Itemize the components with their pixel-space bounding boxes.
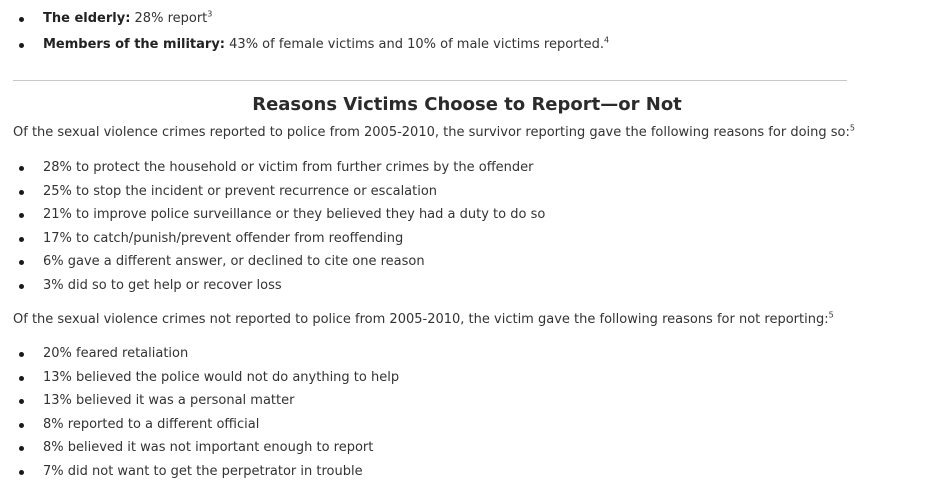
list-item-text: 8% reported to a different official — [43, 416, 260, 432]
bullet-icon — [19, 423, 24, 428]
list-item-text: 28% to protect the household or victim from further crimes by the offender — [43, 160, 534, 175]
bullet-icon — [19, 284, 24, 289]
list-item-label: The elderly: — [43, 11, 131, 26]
list-item-text: 25% to stop the incident or prevent recurrence or escalation — [43, 183, 438, 199]
bullet-icon — [19, 166, 24, 171]
reported-reasons-list — [0, 159, 545, 300]
bullet-icon — [19, 399, 24, 404]
list-item-text: 17% to catch/punish/prevent offender from reoffending — [43, 230, 404, 246]
bullet-icon — [19, 190, 24, 195]
list-item-text: 13% believed the police would not do anything to help — [43, 369, 400, 385]
bullet-icon — [19, 446, 24, 451]
bullet-icon — [19, 260, 24, 265]
list-item — [0, 10, 609, 28]
not-reported-reasons-list — [0, 345, 399, 486]
list-item — [0, 345, 399, 363]
reporting-rates-list — [0, 10, 609, 62]
bullet-icon — [19, 213, 24, 218]
list-item — [0, 36, 609, 54]
bullet-icon — [19, 376, 24, 381]
list-item-text: 28% report — [130, 11, 208, 26]
bullet-icon — [19, 43, 24, 48]
bullet-icon — [19, 237, 24, 242]
footnote-ref[interactable]: 5 — [849, 123, 855, 133]
list-item-text: 8% believed it was not important enough to report — [43, 440, 374, 455]
bullet-icon — [19, 17, 24, 22]
bullet-icon — [19, 470, 24, 475]
list-item — [0, 392, 399, 410]
footnote-ref[interactable]: 4 — [603, 35, 610, 45]
list-item — [0, 277, 545, 295]
footnote-ref[interactable]: 3 — [207, 9, 213, 19]
list-item-text: 43% of female victims and 10% of male victims reported. — [225, 37, 604, 52]
section-divider — [13, 80, 847, 81]
reported-intro-paragraph — [13, 124, 855, 142]
list-item — [0, 416, 399, 434]
list-item — [0, 439, 399, 457]
list-item-text: 7% did not want to get the perpetrator in trouble — [43, 463, 363, 479]
list-item-text: 21% to improve police surveillance or they believed they had a duty to do so — [43, 207, 546, 222]
list-item-label: Members of the military: — [43, 37, 226, 52]
not-reported-intro-text: Of the sexual violence crimes not reported to police from 2005-2010, the victim gave the following reasons for not reporting: — [13, 312, 829, 327]
list-item-text: 13% believed it was a personal matter — [43, 393, 295, 408]
list-item-text: 20% feared retaliation — [43, 346, 189, 361]
list-item — [0, 159, 545, 177]
list-item-text: 3% did so to get help or recover loss — [43, 277, 282, 293]
list-item — [0, 253, 545, 271]
list-item — [0, 369, 399, 387]
list-item — [0, 183, 545, 201]
bullet-icon — [19, 352, 24, 357]
section-heading: Reasons Victims Choose to Report—or Not — [252, 94, 682, 115]
not-reported-intro-paragraph — [13, 311, 834, 329]
list-item-text: 6% gave a different answer, or declined to cite one reason — [43, 254, 425, 269]
footnote-ref[interactable]: 5 — [828, 310, 834, 320]
list-item — [0, 230, 545, 248]
reported-intro-text: Of the sexual violence crimes reported to police from 2005-2010, the survivor reporting gave the following reasons for doing so: — [13, 125, 850, 140]
list-item — [0, 206, 545, 224]
list-item — [0, 463, 399, 481]
